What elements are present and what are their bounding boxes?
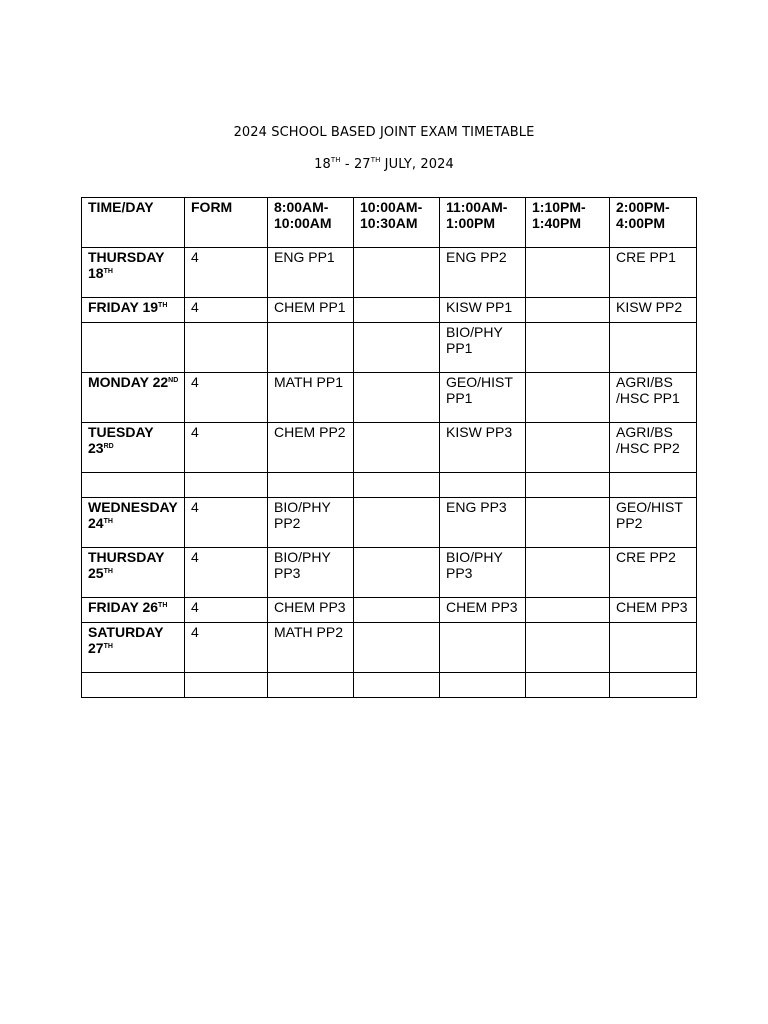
- day-label: FRIDAY 26: [88, 599, 159, 615]
- exam-cell-slot1: CHEM PP3: [268, 598, 354, 623]
- table-row: [82, 323, 697, 373]
- day-cell: [82, 548, 185, 598]
- table-row: [82, 623, 697, 673]
- exam-timetable: [81, 197, 697, 698]
- date-end-suffix: TH: [370, 156, 381, 164]
- day-cell: [82, 473, 185, 498]
- day-cell: [82, 498, 185, 548]
- exam-cell-slot3: ENG PP2: [440, 248, 526, 298]
- exam-cell-slot1: ENG PP1: [268, 248, 354, 298]
- exam-cell-slot2: [354, 548, 440, 598]
- exam-cell-slot4: [526, 673, 610, 698]
- exam-cell-slot1: CHEM PP1: [268, 298, 354, 323]
- exam-cell-slot3: ENG PP3: [440, 498, 526, 548]
- exam-cell-slot2: [354, 598, 440, 623]
- day-ordinal-suffix: TH: [103, 643, 113, 650]
- exam-cell-slot4: [526, 323, 610, 373]
- day-ordinal-suffix: TH: [158, 302, 168, 309]
- day-ordinal-suffix: ND: [168, 377, 179, 384]
- exam-cell-slot5: [610, 473, 697, 498]
- table-row: [82, 298, 697, 323]
- exam-cell-slot1: BIO/PHY PP3: [268, 548, 354, 598]
- exam-cell-slot2: [354, 298, 440, 323]
- exam-cell-slot4: [526, 548, 610, 598]
- day-ordinal-suffix: TH: [103, 518, 113, 525]
- date-end-day: 27: [353, 157, 371, 172]
- table-row: [82, 373, 697, 423]
- form-cell: 4: [185, 248, 268, 298]
- exam-cell-slot5: CHEM PP3: [610, 598, 697, 623]
- header-row: [82, 198, 697, 248]
- table-row: [82, 473, 697, 498]
- table-row: [82, 498, 697, 548]
- day-label: FRIDAY 19: [88, 299, 159, 315]
- day-label: MONDAY 22: [88, 374, 169, 390]
- exam-cell-slot2: [354, 323, 440, 373]
- exam-cell-slot3: [440, 623, 526, 673]
- exam-cell-slot3: BIO/PHY PP1: [440, 323, 526, 373]
- day-cell: [82, 423, 185, 473]
- form-cell: 4: [185, 373, 268, 423]
- exam-cell-slot2: [354, 248, 440, 298]
- form-cell: 4: [185, 598, 268, 623]
- form-cell: 4: [185, 548, 268, 598]
- header-slot-5: 2:00PM-4:00PM: [610, 198, 697, 248]
- day-cell: [82, 298, 185, 323]
- document-title: 2024 SCHOOL BASED JOINT EXAM TIMETABLE: [233, 125, 535, 140]
- header-form: FORM: [185, 198, 268, 248]
- table-row: [82, 548, 697, 598]
- exam-cell-slot3: GEO/HIST PP1: [440, 373, 526, 423]
- date-start-day: 18: [314, 157, 331, 172]
- table-row: [82, 423, 697, 473]
- date-range: [0, 157, 768, 172]
- day-ordinal-suffix: RD: [103, 443, 114, 450]
- exam-cell-slot4: [526, 248, 610, 298]
- exam-cell-slot1: MATH PP1: [268, 373, 354, 423]
- exam-cell-slot1: [268, 323, 354, 373]
- exam-cell-slot5: GEO/HIST PP2: [610, 498, 697, 548]
- exam-cell-slot2: [354, 623, 440, 673]
- exam-cell-slot4: [526, 498, 610, 548]
- exam-cell-slot3: CHEM PP3: [440, 598, 526, 623]
- exam-cell-slot3: KISW PP1: [440, 298, 526, 323]
- exam-cell-slot3: BIO/PHY PP3: [440, 548, 526, 598]
- day-cell: [82, 598, 185, 623]
- form-cell: 4: [185, 298, 268, 323]
- exam-cell-slot4: [526, 423, 610, 473]
- day-ordinal-suffix: TH: [158, 602, 168, 609]
- exam-cell-slot2: [354, 373, 440, 423]
- table-row: [82, 248, 697, 298]
- header-slot-2: 10:00AM-10:30AM: [354, 198, 440, 248]
- exam-cell-slot1: [268, 673, 354, 698]
- day-label: WEDNESDAY 24: [88, 499, 178, 531]
- exam-cell-slot2: [354, 423, 440, 473]
- exam-cell-slot5: CRE PP1: [610, 248, 697, 298]
- exam-cell-slot5: CRE PP2: [610, 548, 697, 598]
- day-ordinal-suffix: TH: [103, 268, 113, 275]
- form-cell: [185, 473, 268, 498]
- exam-cell-slot4: [526, 373, 610, 423]
- exam-cell-slot5: [610, 673, 697, 698]
- date-month-year: JULY, 2024: [380, 157, 454, 172]
- form-cell: 4: [185, 623, 268, 673]
- day-cell: [82, 323, 185, 373]
- exam-cell-slot3: [440, 473, 526, 498]
- form-cell: 4: [185, 498, 268, 548]
- exam-cell-slot3: KISW PP3: [440, 423, 526, 473]
- day-cell: [82, 623, 185, 673]
- day-label: THURSDAY 18: [88, 249, 165, 281]
- header-time-day: TIME/DAY: [82, 198, 185, 248]
- day-ordinal-suffix: TH: [103, 568, 113, 575]
- exam-cell-slot3: [440, 673, 526, 698]
- exam-cell-slot2: [354, 673, 440, 698]
- exam-cell-slot2: [354, 473, 440, 498]
- exam-cell-slot1: [268, 473, 354, 498]
- exam-cell-slot4: [526, 473, 610, 498]
- exam-cell-slot4: [526, 298, 610, 323]
- header-slot-1: 8:00AM-10:00AM: [268, 198, 354, 248]
- day-cell: [82, 248, 185, 298]
- exam-cell-slot1: MATH PP2: [268, 623, 354, 673]
- header-slot-4: 1:10PM-1:40PM: [526, 198, 610, 248]
- table-row: [82, 673, 697, 698]
- exam-cell-slot1: BIO/PHY PP2: [268, 498, 354, 548]
- day-cell: [82, 673, 185, 698]
- exam-cell-slot1: CHEM PP2: [268, 423, 354, 473]
- exam-cell-slot5: [610, 623, 697, 673]
- exam-cell-slot4: [526, 598, 610, 623]
- exam-cell-slot5: [610, 323, 697, 373]
- exam-cell-slot5: AGRI/BS /HSC PP2: [610, 423, 697, 473]
- exam-cell-slot5: AGRI/BS /HSC PP1: [610, 373, 697, 423]
- day-label: SATURDAY 27: [88, 624, 164, 656]
- date-separator: -: [340, 157, 354, 172]
- form-cell: 4: [185, 423, 268, 473]
- header-slot-3: 11:00AM-1:00PM: [440, 198, 526, 248]
- exam-cell-slot4: [526, 623, 610, 673]
- day-cell: [82, 373, 185, 423]
- exam-cell-slot2: [354, 498, 440, 548]
- exam-cell-slot5: KISW PP2: [610, 298, 697, 323]
- form-cell: [185, 673, 268, 698]
- timetable-body: [82, 198, 697, 698]
- day-label: THURSDAY 25: [88, 549, 165, 581]
- form-cell: [185, 323, 268, 373]
- date-start-suffix: TH: [330, 156, 341, 164]
- table-row: [82, 598, 697, 623]
- day-label: TUESDAY 23: [88, 424, 154, 456]
